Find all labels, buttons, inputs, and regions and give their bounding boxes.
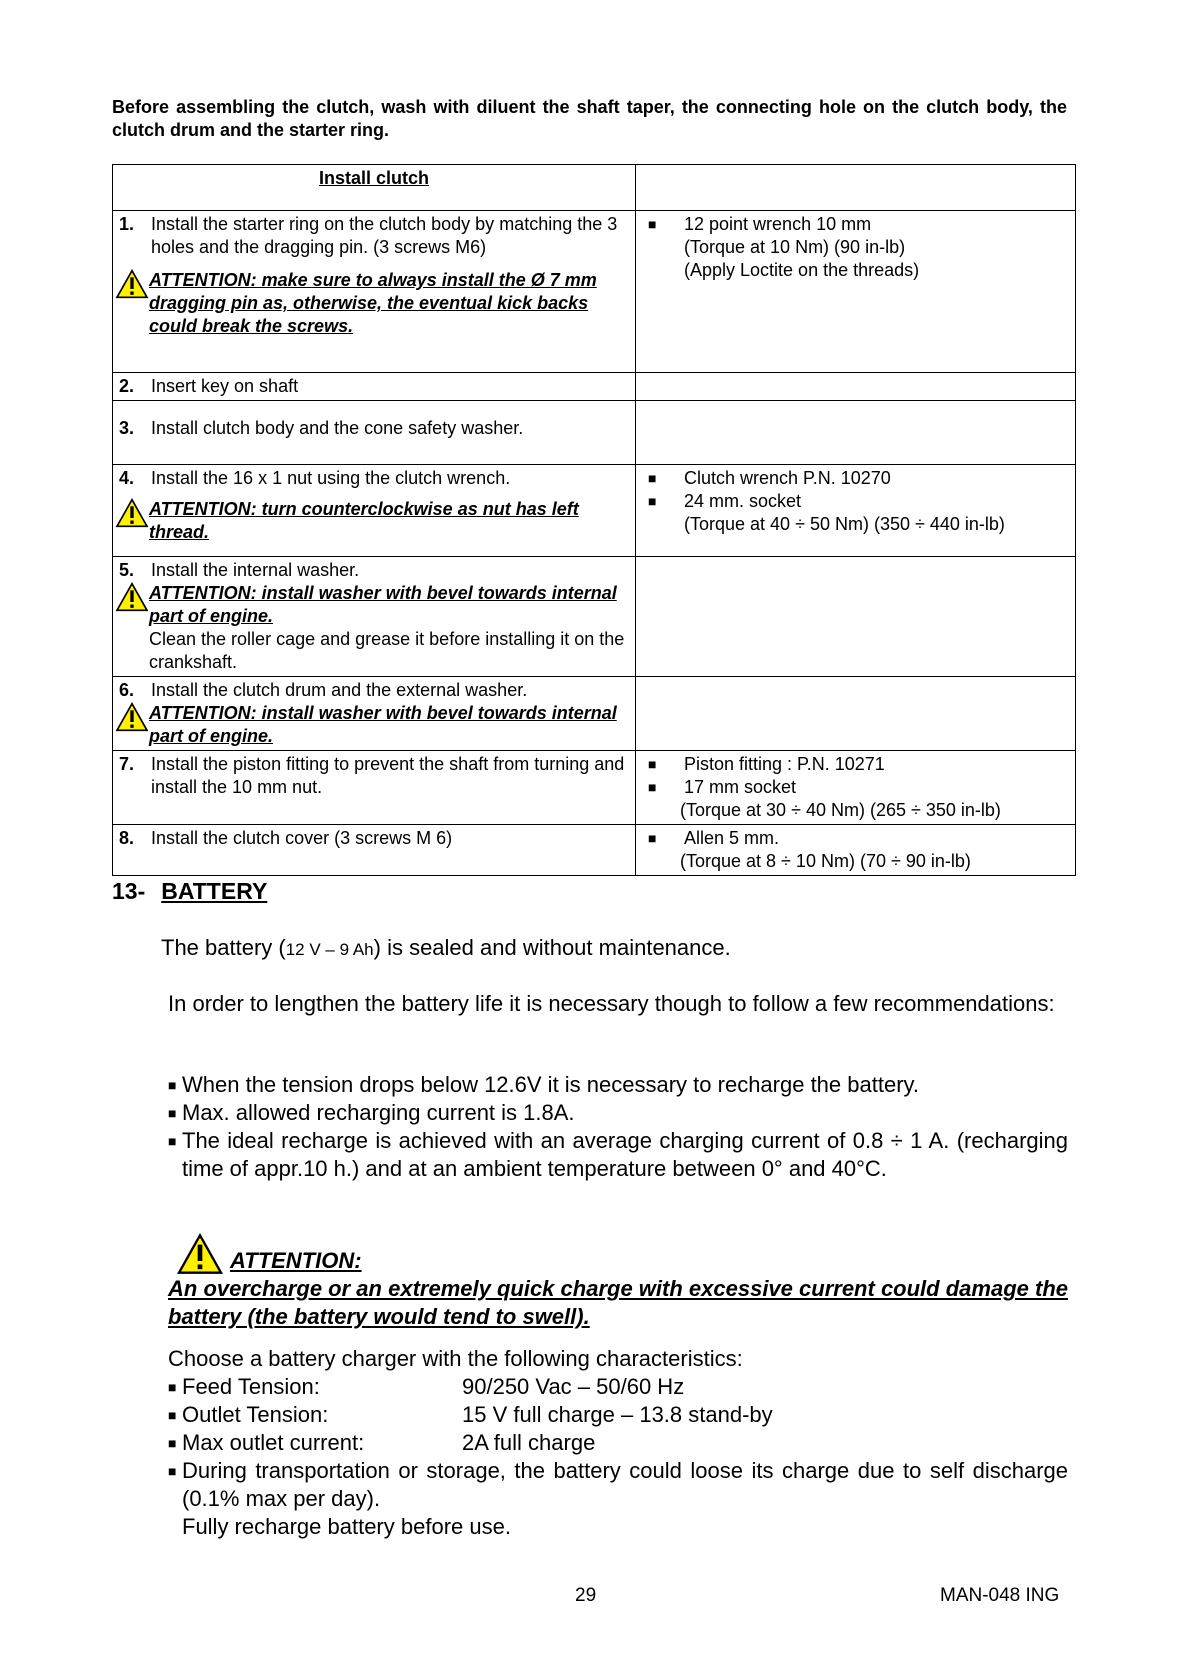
bullet-icon: ■: [168, 1463, 177, 1479]
tool-item: Piston fitting : P.N. 10271: [684, 754, 885, 774]
step-text: Install the starter ring on the clutch body by matching the 3 holes and the dragging pin. (3 screws M6): [151, 214, 618, 257]
install-clutch-table: [112, 164, 1076, 876]
table-row: [113, 677, 1076, 751]
tool-item: Allen 5 mm.: [684, 828, 780, 848]
tool-note: (Torque at 8 ÷ 10 Nm) (70 ÷ 90 in-lb): [680, 851, 971, 871]
step-text: Install the internal washer.: [151, 560, 360, 580]
recharge-note: Fully recharge battery before use.: [182, 1514, 511, 1539]
bullet-icon: ■: [648, 779, 657, 795]
battery-text: The battery (: [161, 935, 286, 960]
warning-icon: [170, 1233, 230, 1275]
bullet-icon: ■: [648, 216, 657, 232]
section-heading: [112, 878, 267, 905]
warning-icon: [115, 582, 149, 612]
warning-text: ATTENTION: make sure to always install the Ø 7 mm dragging pin as, otherwise, the eventual kick backs could break the screws.: [149, 270, 597, 336]
bullet-icon: ■: [648, 493, 657, 509]
bullet-icon: ■: [168, 1133, 177, 1149]
charger-value: 15 V full charge – 13.8 stand-by: [462, 1402, 773, 1427]
list-item: The ideal recharge is achieved with an average charging current of 0.8 ÷ 1 A. (recharging time of appr.10 h.) and at an ambient temperature between 0° and 40°C.: [182, 1128, 1068, 1181]
charger-section: [168, 1345, 1068, 1541]
step-number: 2.: [119, 376, 135, 396]
step-number: 1.: [119, 214, 135, 234]
table-row: [113, 751, 1076, 825]
step-text: Install clutch body and the cone safety washer.: [151, 418, 524, 438]
step-number: 7.: [119, 754, 135, 774]
warning-text: ATTENTION: install washer with bevel towards internal part of engine.: [149, 703, 617, 746]
intro-paragraph: Before assembling the clutch, wash with diluent the shaft taper, the connecting hole on the clutch body, the clutch drum and the starter ring.: [112, 97, 1067, 140]
battery-spec: 12 V – 9 Ah: [285, 940, 374, 959]
table-row: [113, 465, 1076, 557]
recommendations-paragraph: In order to lengthen the battery life it is necessary though to follow a few recommendations:: [168, 991, 1055, 1016]
step-number: 8.: [119, 828, 135, 848]
charger-intro: Choose a battery charger with the following characteristics:: [168, 1346, 743, 1371]
charger-value: 90/250 Vac – 50/60 Hz: [462, 1374, 685, 1399]
tool-note: (Torque at 10 Nm) (90 in-lb): [684, 237, 906, 257]
battery-intro: [161, 934, 1061, 964]
step-text: Install the clutch cover (3 screws M 6): [151, 828, 453, 848]
table-header: Install clutch: [318, 168, 430, 188]
document-code: MAN-048 ING: [940, 1585, 1060, 1606]
list-item: During transportation or storage, the battery could loose its charge due to self discharge (0.1% max per day).: [182, 1458, 1068, 1511]
step-text: Install the clutch drum and the external washer.: [151, 680, 528, 700]
warning-icon: [115, 702, 149, 732]
step-number: 5.: [119, 560, 135, 580]
table-row: [113, 211, 1076, 373]
tool-item: Clutch wrench P.N. 10270: [684, 468, 891, 488]
list-item: Max. allowed recharging current is 1.8A.: [182, 1100, 575, 1125]
step-extra-text: Clean the roller cage and grease it before installing it on the crankshaft.: [149, 629, 625, 672]
bullet-icon: ■: [168, 1435, 177, 1451]
bullet-icon: ■: [168, 1407, 177, 1423]
page-number: 29: [575, 1585, 597, 1606]
recommendations-list: [168, 1071, 1068, 1183]
tool-note: (Torque at 30 ÷ 40 Nm) (265 ÷ 350 in-lb): [680, 800, 1001, 820]
tool-note: (Apply Loctite on the threads): [684, 260, 920, 280]
warning-icon: [115, 269, 149, 299]
step-text: Insert key on shaft: [151, 376, 299, 396]
bullet-icon: ■: [168, 1077, 177, 1093]
table-row: [113, 825, 1076, 876]
bullet-icon: ■: [168, 1379, 177, 1395]
charger-key: Max outlet current:: [182, 1430, 365, 1455]
bullet-icon: ■: [648, 756, 657, 772]
step-text: Install the 16 x 1 nut using the clutch wrench.: [151, 468, 511, 488]
bullet-icon: ■: [648, 830, 657, 846]
step-number: 3.: [119, 418, 135, 438]
attention-text: An overcharge or an extremely quick charge with excessive current could damage the battery (the battery would tend to swell).: [168, 1276, 1068, 1329]
warning-text: ATTENTION: install washer with bevel towards internal part of engine.: [149, 583, 617, 626]
section-number: 13-: [112, 878, 146, 904]
charger-key: Outlet Tension:: [182, 1402, 329, 1427]
bullet-icon: ■: [648, 470, 657, 486]
attention-block: [168, 1233, 1068, 1331]
table-row: [113, 401, 1076, 465]
step-number: 4.: [119, 468, 135, 488]
table-row: [113, 557, 1076, 677]
tool-item: 17 mm socket: [684, 777, 797, 797]
tool-item: 24 mm. socket: [684, 491, 802, 511]
bullet-icon: ■: [168, 1105, 177, 1121]
tool-note: (Torque at 40 ÷ 50 Nm) (350 ÷ 440 in-lb): [684, 514, 1005, 534]
table-row: [113, 373, 1076, 401]
charger-value: 2A full charge: [462, 1430, 596, 1455]
battery-text-end: ) is sealed and without maintenance.: [373, 935, 731, 960]
list-item: When the tension drops below 12.6V it is necessary to recharge the battery.: [182, 1072, 919, 1097]
section-title: BATTERY: [161, 878, 268, 904]
warning-text: ATTENTION: turn counterclockwise as nut has left thread.: [149, 499, 579, 542]
warning-icon: [115, 498, 149, 528]
attention-title: ATTENTION:: [230, 1248, 362, 1273]
step-text: Install the piston fitting to prevent the shaft from turning and install the 10 mm nut.: [151, 754, 625, 797]
step-number: 6.: [119, 680, 135, 700]
tool-item: 12 point wrench 10 mm: [684, 214, 872, 234]
charger-key: Feed Tension:: [182, 1374, 320, 1399]
